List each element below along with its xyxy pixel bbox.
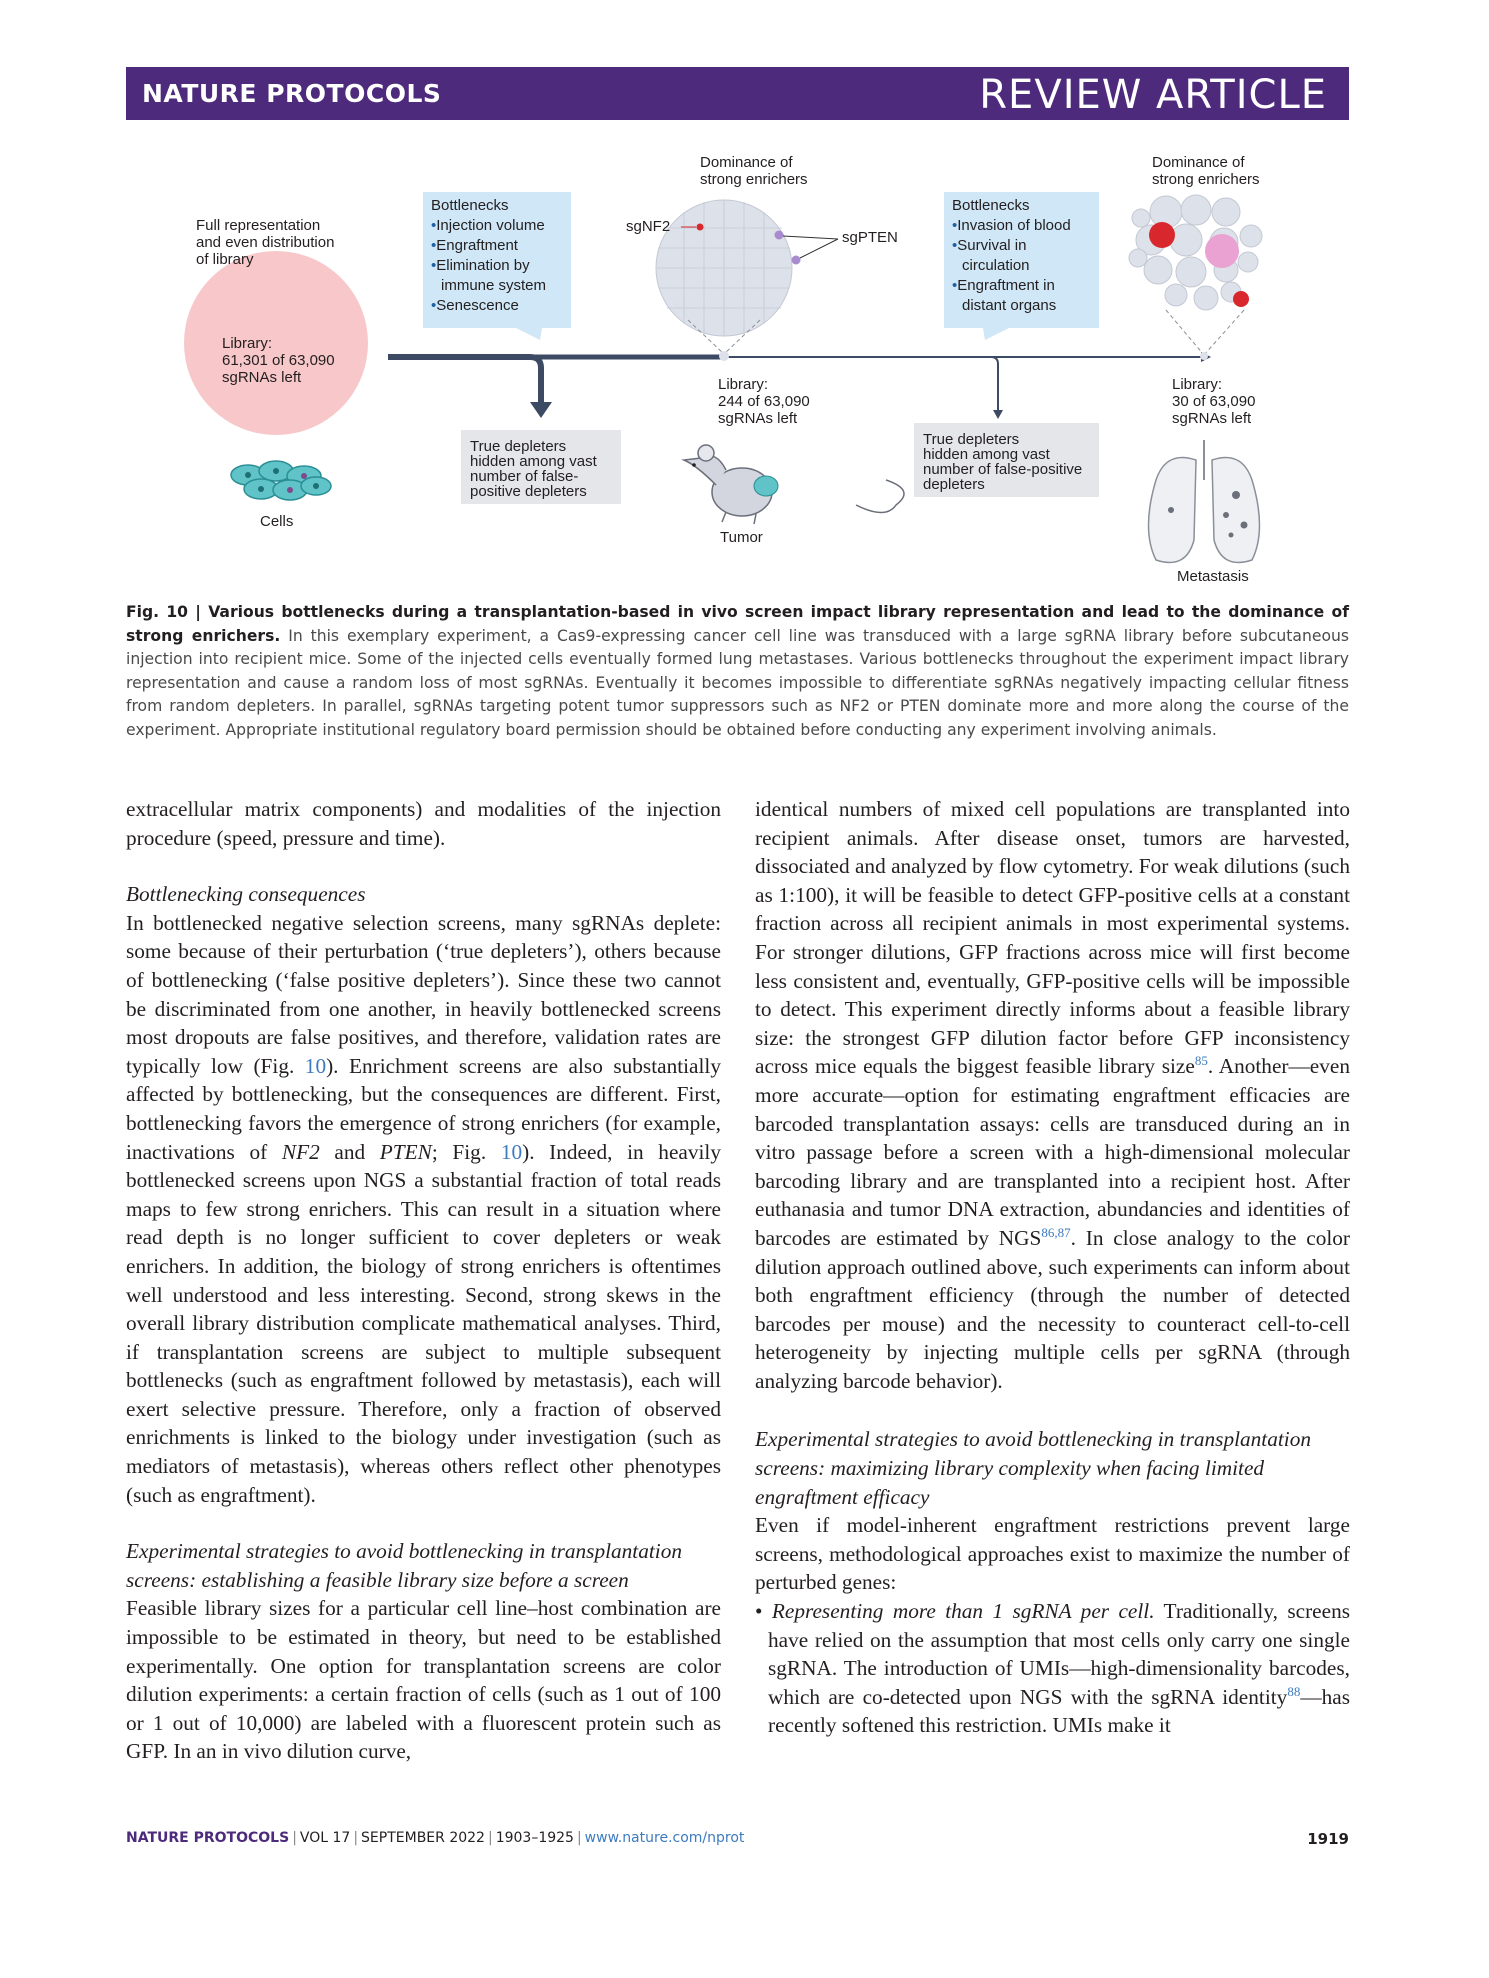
bullet-lead: Representing more than 1 sgRNA per cell.: [771, 1599, 1155, 1624]
section-heading: Experimental strategies to avoid bottlenecking in transplantation screens: maximizing library complexity when facing limited engraftment efficacy: [755, 1427, 1312, 1509]
strong-enricher-2: [1205, 234, 1239, 268]
true-depleters-box-1: True depleters hidden among vast number of false- positive depleters: [461, 430, 621, 504]
section-heading: Experimental strategies to avoid bottlenecking in transplantation screens: establishing a feasible library size before a screen: [126, 1539, 683, 1592]
library-start-label: Library: 61,301 of 63,090 sgRNAs left: [222, 335, 335, 386]
footer-journal: NATURE PROTOCOLS: [126, 1830, 290, 1846]
text-run: —has recently softened this restriction. UMIs make it: [768, 1684, 1350, 1738]
paragraph: [755, 795, 1350, 1395]
footer-separator: |: [576, 1830, 582, 1846]
bottleneck-1-item: • Senescence: [431, 296, 563, 316]
journal-name: NATURE PROTOCOLS: [142, 79, 442, 108]
journal-banner: [126, 67, 1349, 120]
text-run: . In close analogy to the color dilution approach outlined above, such experiments can inform about both engraftment efficiency (through the number of detected barcodes per mouse) and the necessity to counteract cell-to-cell heterogeneity by injecting multiple cells per sgRNA (through analyzing barcode behavior).: [755, 1225, 1350, 1393]
bottleneck-2-item: • Survival in circulation: [952, 236, 1091, 276]
dominance-label-1: Dominance of strong enrichers: [700, 154, 808, 188]
strong-enricher-3: [1233, 291, 1249, 307]
bottleneck-box-2: [944, 192, 1099, 328]
bullet-item: [755, 1597, 1350, 1740]
gene-name: PTEN: [379, 1139, 432, 1164]
bottleneck-box-2-title: Bottlenecks: [952, 197, 1030, 214]
bottleneck-box-1: [423, 192, 571, 328]
footer-separator: |: [487, 1830, 493, 1846]
page-footer: [126, 1830, 1349, 1846]
cells-icon: [231, 461, 331, 500]
tumor-label: Tumor: [720, 529, 763, 546]
footer-separator: |: [292, 1830, 297, 1846]
footer-url-link[interactable]: www.nature.com/nprot: [584, 1830, 745, 1846]
text-run: ; Fig.: [431, 1139, 501, 1164]
library-mid-label: Library: 244 of 63,090 sgRNAs left: [718, 376, 810, 427]
figure-caption: [126, 601, 1349, 743]
text-run: Traditionally, screens have relied on the assumption that most cells only carry one single sgRNA. The introduction of UMIs—high-dimensionality barcodes, which are co-detected upon NGS with the sgRNA identity: [768, 1599, 1351, 1709]
figure-reference-link[interactable]: 10: [500, 1139, 523, 1164]
caption-title: Fig. 10 | Various bottlenecks during a transplantation-based in vivo screen impact library representation and lead to the dominance of strong enrichers.: [126, 603, 1349, 645]
footer-date: SEPTEMBER 2022: [361, 1830, 485, 1846]
strong-enricher-1: [1149, 222, 1175, 248]
figure-reference-link[interactable]: 10: [304, 1053, 327, 1078]
depleter-arrowhead-1: [530, 402, 552, 418]
dominance-label-2: Dominance of strong enrichers: [1152, 154, 1260, 188]
paragraph: Feasible library sizes for a particular cell line–host combination are impossible to be estimated in theory, but need to be established experimentally. One option for transplantation screens are color dilution experiments: a certain fraction of cells (such as 1 out of 100 or 1 out of 10,000) are labeled with a fluorescent protein such as GFP. In an in vivo dilution curve,: [126, 1596, 721, 1764]
full-representation-label: Full representation and even distribution of library: [196, 217, 335, 268]
sgpten-dot-2: [792, 256, 801, 265]
right-column: [755, 795, 1350, 1740]
paragraph: [126, 909, 721, 1509]
bottleneck-1-item: • Engraftment: [431, 236, 563, 256]
depleter-arrowhead-2: [993, 410, 1003, 419]
mouse-icon: [684, 445, 904, 524]
text-run: ). Indeed, in heavily bottlenecked screens upon NGS a substantial fraction of total reads maps to few strong enrichers. This can result in a situation where read depth is no longer sufficient to cover depleters or weak enrichers. In addition, the biology of strong enrichers is oftentimes well understood and less interesting. Second, strong skews in the overall library distribution complicate mathematical analyses. Third, if transplantation screens are subject to multiple subsequent bottlenecks (such as engraftment followed by metastasis), each will exert selective pressure. Therefore, only a fraction of observed enrichments is linked to the biology under investigation (such as mediators of metastasis), whereas others reflect other phenotypes (such as engraftment).: [126, 1139, 721, 1507]
section-heading: Bottlenecking consequences: [126, 882, 366, 907]
paragraph: extracellular matrix components) and modalities of the injection procedure (speed, pressure and time).: [126, 797, 721, 850]
lungs-icon: [1149, 440, 1260, 563]
footer-separator: |: [353, 1830, 359, 1846]
metastasis-label: Metastasis: [1177, 568, 1249, 585]
text-run: identical numbers of mixed cell populations are transplanted into recipient animals. After disease onset, tumors are harvested, dissociated and analyzed by flow cytometry. For weak dilutions (such as 1:100), it will be feasible to detect GFP-positive cells at a constant fraction across all recipient animals in most experimental systems. For stronger dilutions, GFP fractions across mice will first become less consistent and, eventually, GFP-positive cells will be impossible to detect. This experiment directly informs about a feasible library size: the strongest GFP dilution factor before GFP inconsistency across mice equals the biggest feasible library size: [755, 797, 1350, 1079]
figure-10: [126, 140, 1349, 595]
sgnf2-dot: [697, 224, 704, 231]
bottleneck-2-item: • Invasion of blood: [952, 216, 1091, 236]
article-type: REVIEW ARTICLE: [979, 72, 1327, 118]
page-number: 1919: [1307, 1830, 1349, 1848]
library-end-label: Library: 30 of 63,090 sgRNAs left: [1172, 376, 1256, 427]
bullet-marker: •: [755, 1599, 763, 1624]
citation-link[interactable]: 86,87: [1041, 1224, 1071, 1240]
depleter-arrow-1: [388, 357, 541, 402]
sgpten-label: sgPTEN: [842, 229, 898, 246]
text-run: . Another—even more accurate—option for estimating engraftment efficacies are barcoded transplantation assays: cells are transduced during an in vitro passage before a screen with a high-dimensional molecular barcoding library and are transplanted into a recipient host. After euthanasia and tumor DNA extraction, abundancies and identities of barcodes are estimated by NGS: [755, 1054, 1351, 1250]
sgpten-dot-1: [775, 231, 784, 240]
text-run: ). Enrichment screens are also substantially affected by bottlenecking, but the consequences are different. First, bottlenecking favors the emergence of strong enrichers (for example, inactivations of: [126, 1053, 721, 1164]
true-depleters-box-2: True depleters hidden among vast number of false-positive depleters: [914, 423, 1099, 497]
caption-body: In this exemplary experiment, a Cas9-expressing cancer cell line was transduced with a large sgRNA library before subcutaneous injection into recipient mice. Some of the injected cells eventually formed lung metastases. Various bottlenecks throughout the experiment impact library representation and cause a random loss of most sgRNAs. Eventually it becomes impossible to differentiate sgRNAs negatively impacting cellular fitness from random depleters. In parallel, sgRNAs targeting potent tumor suppressors such as NF2 or PTEN dominate more and more along the course of the experiment. Appropriate institutional regulatory board permission should be obtained before conducting any experiment involving animals.: [126, 626, 1349, 739]
text-run: and: [319, 1139, 380, 1164]
citation-link[interactable]: 88: [1287, 1683, 1301, 1699]
sgnf2-label: sgNF2: [626, 218, 671, 235]
paragraph: Even if model-inherent engraftment restrictions prevent large screens, methodological approaches exist to maximize the number of perturbed genes:: [755, 1513, 1350, 1595]
footer-volume: VOL 17: [299, 1830, 351, 1846]
bottleneck-box-1-title: Bottlenecks: [431, 197, 509, 214]
bottleneck-1-item: • Elimination by immune system: [431, 256, 563, 296]
citation-link[interactable]: 85: [1194, 1053, 1208, 1069]
bottleneck-1-item: • Injection volume: [431, 216, 563, 236]
bottleneck-2-item: • Engraftment in distant organs: [952, 276, 1091, 316]
cells-label: Cells: [260, 513, 294, 530]
text-run: In bottlenecked negative selection screens, many sgRNAs deplete: some because of their perturbation (‘true depleters’), others because of bottlenecking (‘false positive depleters’). Since these two cannot be discriminated from one another, in heavily bottlenecked screens most dropouts are false positives, and therefore, validation rates are typically low (Fig.: [126, 910, 721, 1078]
gene-name: NF2: [281, 1139, 320, 1164]
left-column: [126, 795, 721, 1766]
footer-pages: 1903–1925: [495, 1830, 574, 1846]
